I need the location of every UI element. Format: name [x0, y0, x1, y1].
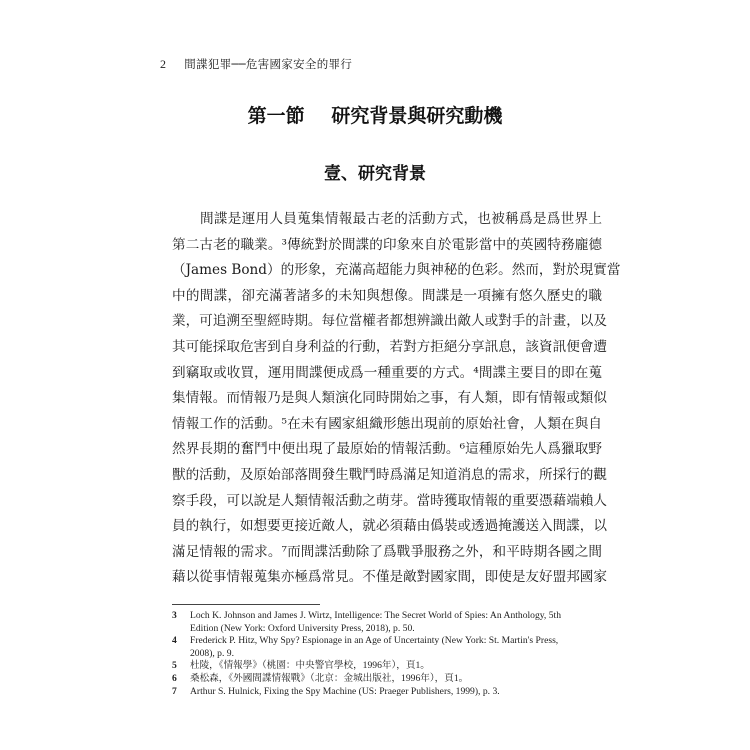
subsection-heading: 壹、研究背景 [324, 164, 426, 184]
footnote [172, 635, 602, 660]
body-line: 員的執行，如想要更接近敵人，就必須藉由僞裝或透過掩護送入間諜，以 [172, 518, 607, 535]
footnote-text: 杜陵，《情報學》（桃園：中央警官學校，1996年），頁1。 [190, 660, 430, 672]
section-title: 研究背景與研究動機 [331, 105, 503, 127]
footnote-number: 7 [172, 685, 177, 697]
section-heading [0, 101, 750, 128]
footnote [172, 673, 602, 686]
body-line: 然界長期的奮鬥中便出現了最原始的情報活動。⁶這種原始先人爲獵取野 [172, 441, 602, 458]
body-line: 間諜是運用人員蒐集情報最古老的活動方式，也被稱爲是爲世界上 [200, 211, 602, 227]
footnote-text: 桑松森，《外國間諜情報戰》（北京：金城出版社，1996年），頁1。 [190, 672, 469, 684]
footnote [172, 686, 602, 699]
footnote-text: Frederick P. Hitz, Why Spy? Espionage in an Age of Uncertainty (New York: St. Martin's Press, [190, 635, 559, 647]
footnote-divider [172, 604, 320, 605]
body-line: 其可能採取危害到自身利益的行動，若對方拒絕分享訊息，該資訊便會遭 [172, 338, 607, 355]
footnote-number: 4 [172, 635, 177, 647]
footnote-text: Arthur S. Hulnick, Fixing the Spy Machine (US: Praeger Publishers, 1999), p. 3. [190, 685, 500, 697]
body-line: 獸的活動，及原始部落間發生戰鬥時爲滿足知道消息的需求，所採行的觀 [172, 466, 607, 483]
body-line: 中的間諜，卻充滿著諸多的未知與想像。間諜是一項擁有悠久歷史的職 [172, 287, 602, 304]
section-number: 第一節 [247, 105, 305, 127]
footnote-number: 3 [172, 610, 177, 621]
body-paragraph [172, 207, 621, 591]
body-line: 察手段，可以說是人類情報活動之萌芽。當時獲取情報的重要憑藉端賴人 [172, 492, 607, 509]
body-line: 集情報。而情報乃是與人類演化同時開始之事，有人類，即有情報或類似 [172, 390, 607, 407]
footnote [172, 660, 602, 673]
body-line: 藉以從事情報蒐集亦極爲常見。不僅是敵對國家間，即使是友好盟邦國家 [172, 569, 607, 586]
footnote-text: 2008), p. 9. [190, 647, 234, 659]
footnotes [172, 610, 602, 698]
running-header [160, 56, 352, 72]
body-line: 情報工作的活動。⁵在未有國家組織形態出現前的原始社會，人類在與自 [172, 415, 602, 432]
body-line: （James Bond）的形象，充滿高超能力與神秘的色彩。然而，對於現實當 [172, 262, 621, 279]
footnote [172, 610, 602, 635]
footnote-text: Loch K. Johnson and James J. Wirtz, Intelligence: The Secret World of Spies: An Anthology, 5th [190, 610, 561, 621]
footnote-number: 6 [172, 672, 177, 684]
footnote-number: 5 [172, 660, 177, 672]
footnote-text: Edition (New York: Oxford University Press, 2018), p. 50. [190, 622, 415, 634]
body-line: 到竊取或收買，運用間諜便成爲一種重要的方式。⁴間諜主要目的即在蒐 [172, 364, 602, 381]
body-line: 業，可追溯至聖經時期。每位當權者都想辨識出敵人或對手的計畫，以及 [172, 313, 607, 330]
body-line: 第二古老的職業。³傳統對於間諜的印象來自於電影當中的英國特務龐德 [172, 236, 602, 253]
running-title: 間諜犯罪──危害國家安全的罪行 [184, 57, 353, 71]
page-number: 2 [160, 57, 167, 71]
body-line: 滿足情報的需求。⁷而間諜活動除了爲戰爭服務之外，和平時期各國之間 [172, 543, 602, 560]
